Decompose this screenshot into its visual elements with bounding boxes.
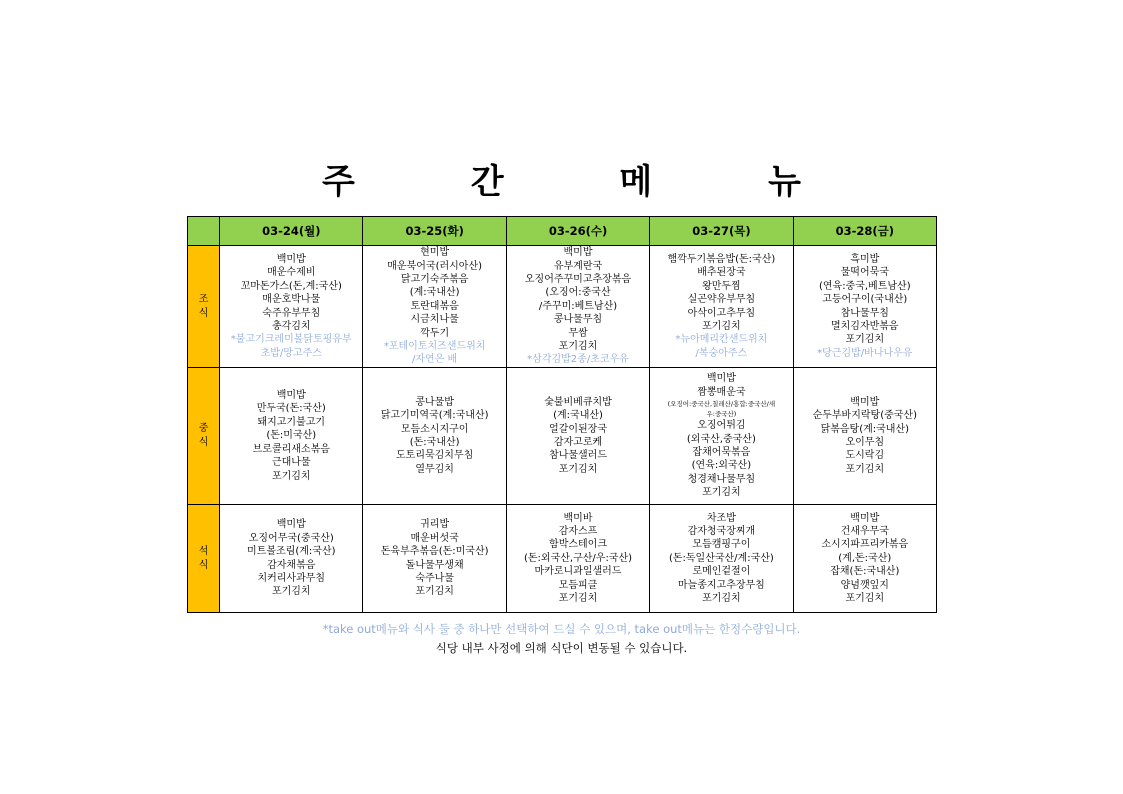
menu-item: 감자청국장찌개 <box>687 525 756 537</box>
menu-item: 마늘종지고추장무침 <box>677 579 765 591</box>
menu-item: 총각김치 <box>271 320 311 332</box>
menu-cell <box>793 246 936 368</box>
menu-item: 포기김치 <box>845 463 885 475</box>
page-title: 주 간 메 뉴 <box>322 162 853 202</box>
menu-item: 아삭이고추무침 <box>687 307 756 319</box>
menu-item: 귀리밥 <box>420 519 450 531</box>
menu-item: 백미바 <box>563 512 593 524</box>
menu-item: 매운버섯국 <box>410 532 459 544</box>
menu-item: 물떡어묵국 <box>840 267 889 279</box>
menu-item: 백미밥 <box>850 512 880 524</box>
menu-item: 미트볼조림(계:국산) <box>247 546 336 558</box>
menu-item: 토란대볶음 <box>410 300 459 312</box>
menu-item: 오징어튀김 <box>697 420 746 432</box>
menu-item: 얼갈이된장국 <box>549 423 607 435</box>
menu-item: (돈:국내산) <box>409 437 460 448</box>
menu-item: 만두국(돈:국산) <box>256 403 326 415</box>
menu-item: (외국산,중국산) <box>686 433 756 445</box>
takeout-item: *뉴아메리칸샌드위치 <box>675 334 768 346</box>
menu-item: 백미밥 <box>276 519 306 531</box>
menu-item: (연육:외국산) <box>691 460 752 472</box>
menu-item: 닭고기미역국(계:국내산) <box>380 410 489 422</box>
menu-item: 감자채볶음 <box>267 559 316 571</box>
takeout-item: /복숭아주스 <box>695 347 748 359</box>
menu-item: 순두부바지락탕(중국산) <box>812 410 917 422</box>
menu-item: 브로콜리새소볶음 <box>252 443 330 455</box>
menu-item: 청경채나물무침 <box>687 473 756 485</box>
menu-item: 잡채어묵볶음 <box>692 447 751 458</box>
menu-item: 백미밥 <box>563 247 593 259</box>
menu-item: 백미밥 <box>276 390 306 402</box>
menu-item: 감자스프 <box>558 525 598 537</box>
weekly-menu-table <box>187 216 937 613</box>
menu-cell <box>793 368 936 505</box>
menu-item: 햄깍두기볶음밥(돈:국산) <box>667 253 776 265</box>
meal-label-char: 석 <box>198 545 209 557</box>
meal-label-char: 식 <box>198 307 209 319</box>
day-header: 03-26(수) <box>506 217 649 246</box>
menu-item: 배추된장국 <box>697 267 746 279</box>
menu-item: 도토리묵김치무침 <box>396 450 474 462</box>
menu-item: 돈육부추볶음(돈:미국산) <box>380 546 489 558</box>
menu-item: 백미밥 <box>276 253 306 265</box>
menu-item: 포기김치 <box>702 320 741 332</box>
menu-item: 잡채(돈:국내산) <box>830 566 900 578</box>
menu-cell <box>506 246 649 368</box>
menu-cell <box>220 246 363 368</box>
menu-item: 포기김치 <box>415 586 454 598</box>
breakfast-row <box>188 246 937 368</box>
menu-item: 참나물샐러드 <box>549 450 607 462</box>
notice-note: 식당 내부 사정에 의해 식단이 변동될 수 있습니다. <box>435 641 688 655</box>
menu-item: 닭볶음탕(계:국내산) <box>820 423 910 435</box>
menu-cell <box>506 368 649 505</box>
menu-item: 포기김치 <box>845 334 885 346</box>
day-header: 03-24(월) <box>220 217 363 246</box>
menu-item: (연육:중국,베트남산) <box>818 280 911 292</box>
menu-item: (계,돈:국산) <box>838 552 892 564</box>
menu-item: 도시락김 <box>845 450 885 462</box>
menu-item: 포기김치 <box>271 470 311 482</box>
menu-item: 감자고로케 <box>553 437 603 448</box>
menu-item: 돌나물무생채 <box>405 559 464 571</box>
menu-item: 흑미밥 <box>850 253 880 265</box>
menu-item: 현미밥 <box>420 247 450 259</box>
menu-item: 양념깻잎지 <box>840 579 889 591</box>
corner-cell <box>188 217 220 246</box>
menu-item: 오징어주꾸미고추장볶음 <box>524 273 632 285</box>
menu-item: (돈:독일산국산/계:국산) <box>668 552 774 564</box>
menu-item: 돼지고기불고기 <box>257 416 326 428</box>
menu-item: (계:국내산) <box>409 287 460 299</box>
meal-label-char: 식 <box>198 437 209 448</box>
menu-item: (계:국내산) <box>553 410 603 422</box>
menu-item: 소시지파프리카볶음 <box>821 539 909 551</box>
menu-item: 열무김치 <box>415 463 454 475</box>
menu-item: 숙주유부무침 <box>262 307 321 319</box>
day-header: 03-28(금) <box>793 217 936 246</box>
lunch-row <box>188 368 937 505</box>
menu-cell <box>363 368 506 505</box>
menu-cell <box>793 505 936 613</box>
menu-item: 숯불비베큐치밥 <box>544 396 612 408</box>
menu-item: 닭고기숙주볶음 <box>400 273 469 285</box>
menu-item: (돈:외국산,구산/우:국산) <box>524 552 633 564</box>
takeout-item: *포테이토치즈샌드위치 <box>383 341 486 353</box>
takeout-item: *불고기크레미볼닭토핑유부 <box>230 334 352 346</box>
menu-item: 깍두기 <box>420 327 450 339</box>
meal-label <box>188 246 220 368</box>
menu-item: 실곤약유부무침 <box>687 294 756 306</box>
menu-item: 고등어구이(국내산) <box>822 294 908 306</box>
menu-item: 왕만두찜 <box>702 280 741 292</box>
menu-item: 포기김치 <box>702 487 741 499</box>
menu-item: 꼬마돈가스(돈,계:국산) <box>240 280 342 292</box>
day-header: 03-25(화) <box>363 217 506 246</box>
takeout-note: *take out메뉴와 식사 둘 중 하나만 선택하여 드실 수 있으며, take out메뉴는 한정수량입니다. <box>322 622 801 636</box>
menu-item: 오이무침 <box>845 437 885 448</box>
menu-item: 콩나물무침 <box>553 314 603 326</box>
menu-item: 치커리사과무침 <box>257 572 326 584</box>
menu-item: 유부계란국 <box>553 260 603 272</box>
menu-item: 콩나물밥 <box>415 396 454 408</box>
menu-item: 시금치나물 <box>410 314 459 326</box>
menu-item: 근대나물 <box>271 457 311 469</box>
menu-item: /주꾸미:베트남산) <box>538 300 618 312</box>
menu-item: 포기김치 <box>558 341 598 353</box>
menu-item: 포기김치 <box>271 586 311 598</box>
menu-item: 차조밥 <box>706 512 736 524</box>
meal-label-char: 중 <box>198 423 209 434</box>
menu-item: 멸치김자반볶음 <box>830 320 899 332</box>
menu-item: (오징어:중국산 <box>545 287 611 299</box>
menu-cell <box>220 505 363 613</box>
menu-item: 포기김치 <box>702 593 741 605</box>
menu-item: 우:중국산) <box>706 410 737 419</box>
meal-label-char: 식 <box>198 559 209 571</box>
menu-item: 무쌈 <box>568 327 588 339</box>
menu-cell <box>363 505 506 613</box>
menu-item: 함박스테이크 <box>549 539 607 551</box>
menu-item: 매운수제비 <box>267 267 316 279</box>
menu-item: 건새우무국 <box>840 525 889 537</box>
takeout-item: /자연은 배 <box>412 354 458 366</box>
meal-label <box>188 505 220 613</box>
menu-item: 매운북어국(러시아산) <box>387 260 483 272</box>
menu-item: 모듬캠핑구이 <box>692 539 751 551</box>
takeout-item: 초밥/망고주스 <box>260 347 322 359</box>
menu-cell <box>506 505 649 613</box>
menu-item: 숙주나물 <box>415 572 454 584</box>
menu-item: 포기김치 <box>558 593 598 605</box>
menu-cell <box>650 246 793 368</box>
menu-item: 참나물무침 <box>840 307 889 319</box>
header-row <box>188 217 937 246</box>
menu-item: 짬뽕매운국 <box>697 386 746 398</box>
menu-cell <box>363 246 506 368</box>
takeout-item: *당근김밥/바나나우유 <box>817 347 913 359</box>
takeout-item: *삼각김밥2종/초코우유 <box>527 354 629 366</box>
dinner-row <box>188 505 937 613</box>
menu-cell <box>650 505 793 613</box>
menu-item: (오징어:중국산,칠레산/홍합:중국산/새 <box>667 400 776 409</box>
meal-label-char: 조 <box>198 293 209 305</box>
menu-item: (돈:미국산) <box>266 430 317 442</box>
menu-item: 로메인겉절이 <box>692 566 751 578</box>
menu-cell <box>650 368 793 505</box>
day-header: 03-27(목) <box>650 217 793 246</box>
menu-item: 모듬피클 <box>558 579 598 591</box>
menu-item: 포기김치 <box>845 593 885 605</box>
menu-item: 포기김치 <box>558 463 598 475</box>
menu-item: 백미밥 <box>850 396 880 408</box>
meal-label <box>188 368 220 505</box>
menu-cell <box>220 368 363 505</box>
menu-item: 오징어무국(중국산) <box>248 532 334 544</box>
menu-item: 모듬소시지구이 <box>400 423 469 435</box>
menu-item: 마카로니과일샐러드 <box>534 566 622 578</box>
menu-item: 매운호박나물 <box>262 294 321 306</box>
menu-item: 백미밥 <box>706 373 736 385</box>
